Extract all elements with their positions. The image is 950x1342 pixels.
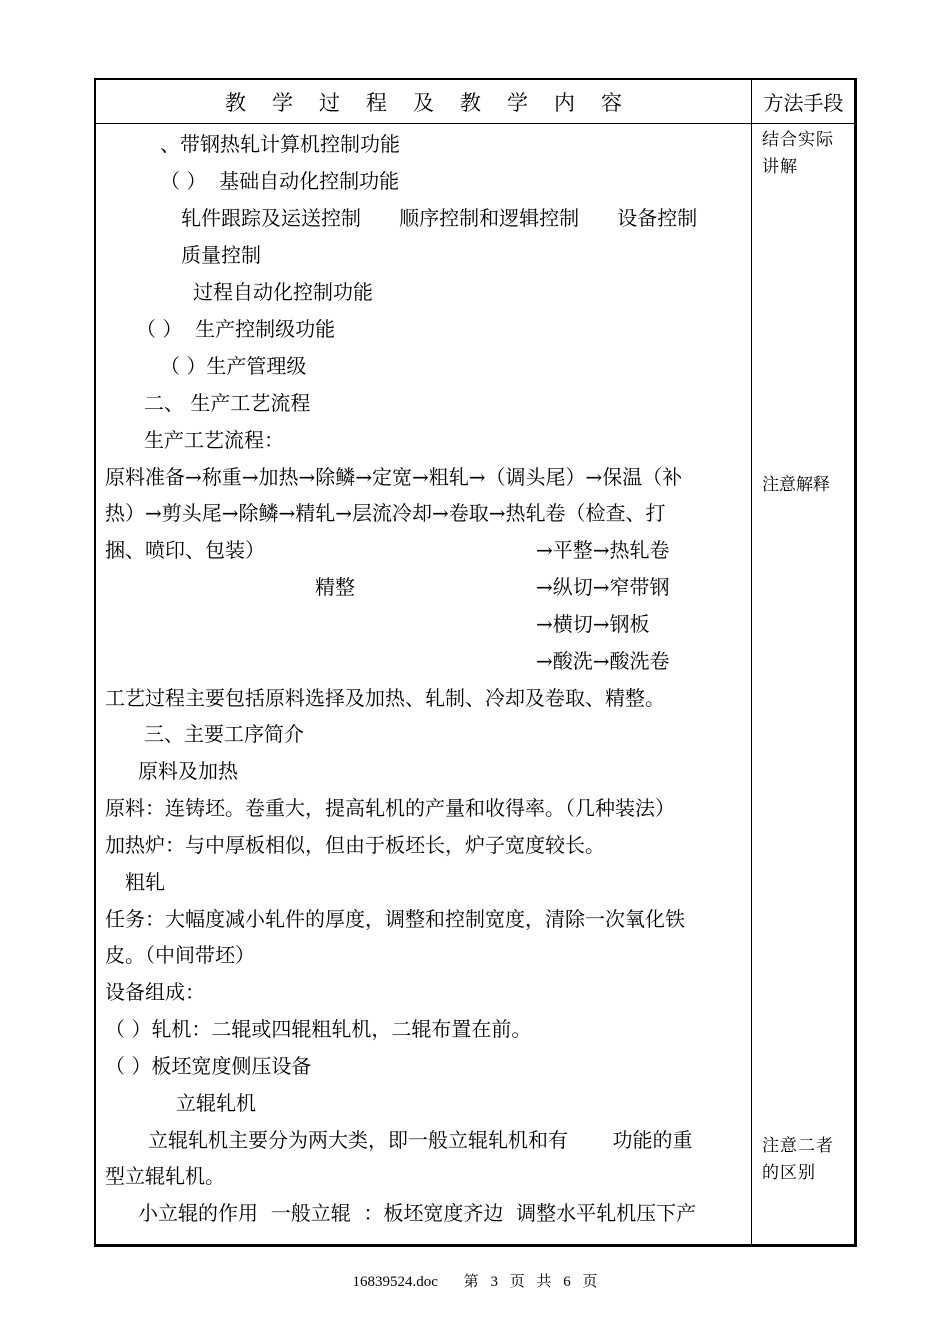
- page-footer: [0, 1270, 950, 1291]
- method-note-line: 讲解: [762, 157, 798, 177]
- header-divider: [94, 123, 857, 124]
- total-label: 共: [536, 1274, 552, 1290]
- content-line: （ ）板坯宽度侧压设备: [105, 1054, 312, 1078]
- method-column-header: 方法手段: [763, 91, 844, 115]
- method-note: [762, 472, 848, 499]
- method-note: [762, 127, 848, 181]
- page-label: 页: [509, 1274, 525, 1290]
- content-line: 粗轧: [125, 870, 165, 894]
- header-char: 教: [460, 90, 481, 115]
- header-char: 内: [554, 90, 575, 115]
- content-column-header: [96, 80, 751, 123]
- content-line: 原料及加热: [138, 759, 238, 783]
- content-line: 原料：连铸坯。卷重大，提高轧机的产量和收得率。（几种装法）: [105, 796, 675, 820]
- content-line: （ ）轧机：二辊或四辊粗轧机，二辊布置在前。: [105, 1017, 532, 1041]
- doc-name: 16839524.doc: [352, 1274, 438, 1290]
- content-line: →平整→热轧卷: [536, 538, 670, 562]
- content-line: 皮。（中间带坯）: [105, 943, 255, 967]
- content-line: （ ）生产管理级: [160, 354, 307, 378]
- content-line: 立辊轧机: [176, 1091, 256, 1115]
- content-line: 原料准备→称重→加热→除鳞→定宽→粗轧→（调头尾）→保温（补: [105, 465, 683, 489]
- header-char: 学: [272, 90, 293, 115]
- column-divider: [751, 78, 752, 1247]
- header-char: 教: [225, 90, 246, 115]
- content-line: 三、主要工序简介: [144, 722, 304, 746]
- content-line: 捆、喷印、包装）: [105, 538, 265, 562]
- content-line: 过程自动化控制功能: [193, 280, 373, 304]
- content-line: 小立辊的作用 一般立辊 ：板坯宽度齐边 调整水平轧机压下产: [138, 1201, 697, 1225]
- content-line: 质量控制: [181, 243, 261, 267]
- total-label: 页: [582, 1274, 598, 1290]
- content-line: →横切→钢板: [536, 612, 650, 636]
- method-note-line: 注意二者: [762, 1136, 834, 1156]
- content-line: 轧件跟踪及运送控制 顺序控制和逻辑控制 设备控制: [181, 206, 698, 230]
- content-line: 、带钢热轧计算机控制功能: [160, 132, 400, 156]
- content-line: 型立辊轧机。: [105, 1164, 225, 1188]
- content-line: 设备组成：: [105, 980, 205, 1004]
- content-line: →纵切→窄带钢: [536, 575, 670, 599]
- content-line: 立辊轧机主要分为两大类，即一般立辊轧机和有 功能的重: [148, 1128, 693, 1152]
- content-line: （ ） 生产控制级功能: [136, 317, 336, 341]
- content-line: 生产工艺流程：: [144, 428, 284, 452]
- method-note-line: 的区别: [762, 1163, 816, 1183]
- page-number: 3: [490, 1274, 498, 1290]
- header-char: 及: [413, 90, 434, 115]
- total-pages: 6: [563, 1274, 571, 1290]
- content-line: 精整: [315, 575, 355, 599]
- content-line: →酸洗→酸洗卷: [536, 649, 670, 673]
- method-note: [762, 1133, 848, 1187]
- method-note-line: 注意解释: [762, 475, 830, 495]
- header-char: 过: [319, 90, 340, 115]
- content-line: 热）→剪头尾→除鳞→精轧→层流冷却→卷取→热轧卷（检查、打: [105, 501, 666, 525]
- header-char: 程: [366, 90, 387, 115]
- content-line: （ ） 基础自动化控制功能: [160, 169, 400, 193]
- header-char: 容: [601, 90, 622, 115]
- header-char: 学: [507, 90, 528, 115]
- content-line: 二、 生产工艺流程: [144, 391, 311, 415]
- content-line: 任务：大幅度减小轧件的厚度，调整和控制宽度，清除一次氧化铁: [105, 907, 685, 931]
- content-line: 工艺过程主要包括原料选择及加热、轧制、冷却及卷取、精整。: [105, 686, 665, 710]
- page-label: 第: [463, 1274, 479, 1290]
- content-line: 加热炉：与中厚板相似，但由于板坯长，炉子宽度较长。: [105, 833, 605, 857]
- method-note-line: 结合实际: [762, 130, 834, 150]
